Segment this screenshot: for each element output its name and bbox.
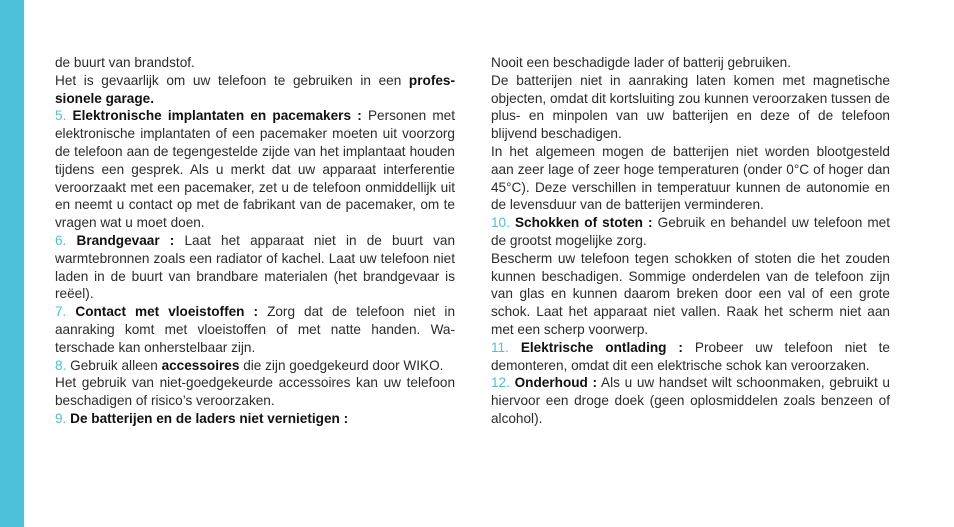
section-number: 10. (491, 215, 510, 231)
section-number: 7. (55, 304, 67, 320)
section-heading: Brandgevaar : (76, 232, 175, 248)
section-7 (55, 303, 455, 356)
bold-term: professionele garage. (55, 72, 455, 106)
section-5 (55, 107, 455, 232)
paragraph: Het gebruik van niet-goedgekeurde accessoires kan uw telefoon beschadigen of risico’s veroorzaken. (55, 375, 455, 409)
section-number: 8. (55, 357, 67, 373)
paragraph: Bescherm uw telefoon tegen schokken of stoten die het zouden kunnen beschadigen. Sommige onderdelen van de telefoon zijn van glas en kunnen daarom breken door een val of een grote schok. Laat het apparaat niet vallen. Raak het scherm niet aan met een scherp voorwerp. (491, 250, 890, 337)
section-9 (55, 410, 455, 428)
section-6 (55, 232, 455, 303)
left-text-column (55, 54, 455, 428)
section-11 (491, 339, 890, 375)
section-number: 6. (55, 232, 67, 248)
section-text: Personen met elektronische implantaten of een pacemaker moeten uit voorzorg de telefoon aan de tegengestelde zijde van het implantaat houden tijdens een gesprek. Als u merkt dat uw apparaat interferentie veroorzaakt met een pacemaker, zet u de telefoon onmiddellijk uit en neemt u contact op met de fabrikant van de pacemaker, om te vragen wat u moet doen. (55, 108, 455, 231)
accent-side-bar (0, 0, 24, 527)
section-text: Gebruik alleen (70, 357, 158, 373)
section-10 (491, 214, 890, 250)
section-12 (491, 374, 890, 427)
section-heading: De batterijen en de laders niet vernietigen : (70, 410, 349, 426)
section-text: Zorg dat de telefoon niet in aanraking komt met vloeistoffen of met natte handen. Waterschade kan onherstelbaar zijn. (55, 304, 456, 355)
section-8 (55, 357, 455, 375)
section-text: Als u uw handset wilt schoonmaken, gebruikt u hiervoor een droge doek (geen oplosmiddelen zoals benzeen of alcohol). (491, 375, 890, 426)
section-heading: Contact met vloeistoffen : (75, 304, 259, 320)
section-text: die zijn goedgekeurd door WIKO. (243, 357, 444, 373)
section-number: 9. (55, 410, 67, 426)
section-text: Probeer uw telefoon niet te demonteren, omdat dit een elektrische schok kan veroorzaken. (491, 339, 890, 373)
section-heading: Onderhoud : (514, 375, 598, 391)
section-number: 11. (491, 339, 509, 355)
paragraph: Het is gevaarlijk om uw telefoon te gebruiken in een professionele garage. (55, 72, 455, 106)
right-text-column (491, 54, 890, 428)
section-heading: accessoires (161, 357, 240, 373)
paragraph: De batterijen niet in aanraking laten komen met magnetische objecten, omdat dit kortsluiting zou kunnen veroorzaken tussen de plus- en minpolen van uw batterijen en deze of de telefoon blijvend beschadigen. (491, 72, 890, 142)
paragraph: In het algemeen mogen de batterijen niet worden blootgesteld aan zeer lage of zeer hoge temperaturen (onder 0°C of hoger dan 45°C). Deze verschillen in temperatuur kunnen de autonomie en de levensduur van de batterijen verminderen. (491, 143, 890, 213)
section-number: 5. (55, 108, 67, 124)
paragraph: Nooit een beschadigde lader of batterij gebruiken. (491, 55, 792, 70)
paragraph: de buurt van brandstof. (55, 55, 195, 70)
section-heading: Schokken of stoten : (514, 215, 653, 231)
section-number: 12. (491, 375, 510, 391)
section-text: Laat het apparaat niet in de buurt van warmtebronnen zoals een radiator of kachel. Laat uw telefoon niet laden in de buurt van brandbare materialen (het brandgevaar is reëel). (55, 232, 456, 302)
section-heading: Elektrische ontlading : (520, 339, 683, 355)
section-heading: Elektronische implantaten en pacemakers : (72, 108, 362, 124)
section-text: Gebruik en behandel uw telefoon met de grootst mogelijke zorg. (491, 215, 891, 248)
